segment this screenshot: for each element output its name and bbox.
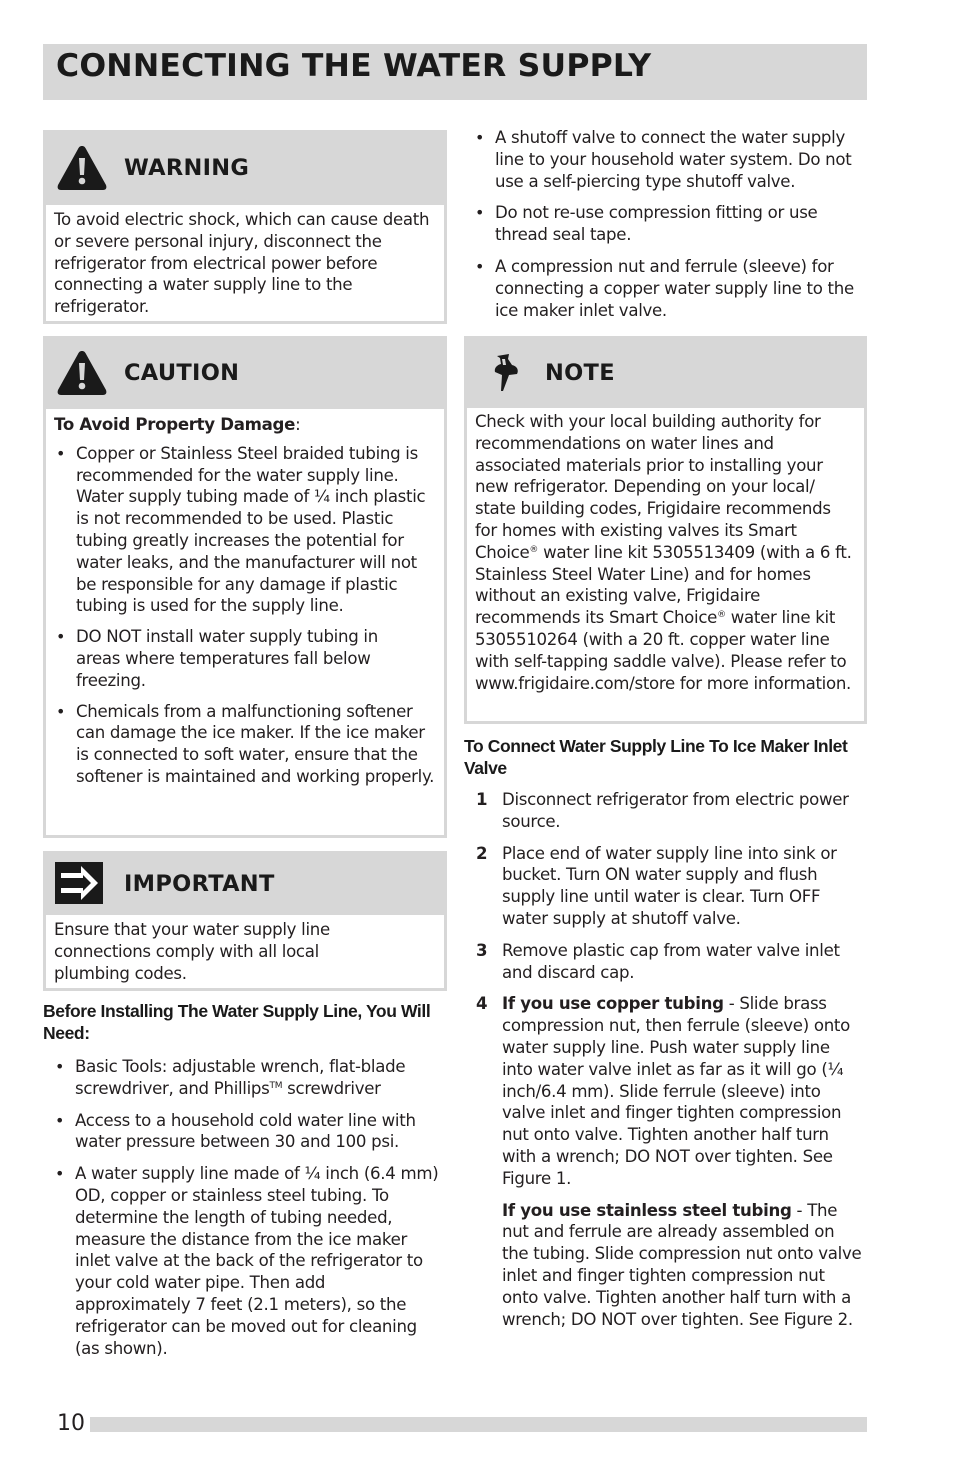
- list-item: • A water supply line made of ¼ inch (6.4 mm) OD, copper or stainless steel tubing. To determine the length of tubing needed, measure the distance from the ice maker inlet valve at the back of the refrigerator to your cold water pipe. Then add approximately 7 feet (2.1 meters), so the refrigerator can be moved out for cleaning (as shown).: [53, 1163, 441, 1359]
- important-header: [46, 854, 444, 915]
- step-number: 4: [476, 994, 488, 1014]
- page-title: CONNECTING THE WATER SUPPLY: [56, 48, 652, 84]
- step-text: If you use copper tubing - Slide brass compression nut, then ferrule (sleeve) onto water supply line. Push water supply line into water valve inlet as far as it will go (¼ inch/6.4 mm). Slide ferrule (sleeve) into valve inlet and finger tighten compression nut onto valve. Tighten another half turn with a wrench; DO NOT over tighten. See Figure 1.: [502, 994, 850, 1188]
- step-number: 1: [476, 790, 488, 809]
- step-text-stainless: If you use stainless steel tubing - The nut and ferrule are already assembled on the tubing. Slide compression nut onto valve inlet and finger tighten compression nut onto valve. Tighten another half turn with a wrench; DO NOT over tighten. See Figure 2.: [502, 1200, 862, 1329]
- footer-bar: [90, 1417, 867, 1432]
- caution-box: [43, 336, 447, 838]
- important-box: [43, 851, 447, 991]
- before-install-list: [53, 1056, 441, 1369]
- important-heading: IMPORTANT: [124, 871, 275, 897]
- list-item: • Access to a household cold water line with water pressure between 30 and 100 psi.: [53, 1110, 441, 1154]
- step-number: 2: [476, 843, 488, 863]
- arrow-right-icon: [55, 862, 103, 908]
- list-item: • Do not re-use compression fitting or use thread seal tape.: [473, 202, 867, 246]
- note-heading: NOTE: [545, 360, 615, 386]
- connect-steps: [464, 789, 864, 1340]
- before-install-list-continued: [473, 127, 867, 331]
- note-box: [464, 336, 867, 724]
- list-item: • Chemicals from a malfunctioning softener can damage the ice maker. If the ice maker is connected to soft water, ensure that the softener is maintained and working properly.: [54, 701, 436, 788]
- warning-triangle-icon: [56, 349, 108, 401]
- list-item: • Basic Tools: adjustable wrench, flat-blade screwdriver, and Phillips™ screwdriver: [53, 1056, 441, 1100]
- warning-box: [43, 130, 447, 324]
- step-text: Remove plastic cap from water valve inlet and discard cap.: [502, 940, 840, 982]
- step-text: Disconnect refrigerator from electric power source.: [502, 790, 849, 831]
- warning-text: To avoid electric shock, which can cause death or severe personal injury, disconnect the refrigerator from electrical power before connecting a water supply line to the refrigerator.: [54, 210, 430, 317]
- list-item: • A compression nut and ferrule (sleeve) for connecting a copper water supply line to the ice maker inlet valve.: [473, 256, 867, 321]
- list-item: • A shutoff valve to connect the water supply line to your household water system. Do not use a self-piercing type shutoff valve.: [473, 127, 867, 192]
- important-text: Ensure that your water supply line connections comply with all local plumbing codes.: [54, 920, 330, 983]
- step-item: [464, 993, 864, 1330]
- warning-header: [46, 133, 444, 205]
- page-number: 10: [57, 1411, 85, 1436]
- pushpin-icon: [489, 353, 523, 401]
- note-header: [467, 339, 864, 408]
- list-item: • Copper or Stainless Steel braided tubing is recommended for the water supply line. Water supply tubing made of ¼ inch plastic is not recommended to be used. Plastic tubing greatly increases the potential for water leaks, and the manufacturer will not be responsible for any damage if plastic tubing is used for the supply line.: [54, 443, 436, 617]
- before-install-heading: Before Installing The Water Supply Line, You Will Need:: [43, 1001, 431, 1043]
- caution-header: [46, 339, 444, 409]
- caution-list: [54, 443, 436, 788]
- step-text: Place end of water supply line into sink or bucket. Turn ON water supply and flush supply line until water is clear. Turn OFF water supply at shutoff valve.: [502, 843, 837, 928]
- caution-lead: To Avoid Property Damage:: [54, 415, 301, 434]
- caution-lead-bold: To Avoid Property Damage: [54, 415, 296, 434]
- step-item: [464, 940, 864, 984]
- warning-heading: WARNING: [124, 155, 250, 181]
- step-item: [464, 789, 864, 833]
- connect-heading: To Connect Water Supply Line To Ice Maker Inlet Valve: [464, 736, 848, 778]
- warning-triangle-icon: [56, 144, 108, 196]
- page-title-bar: [43, 44, 867, 100]
- caution-heading: CAUTION: [124, 360, 240, 386]
- step-item: [464, 843, 864, 930]
- list-item: • DO NOT install water supply tubing in areas where temperatures fall below freezing.: [54, 626, 436, 691]
- note-text: Check with your local building authority for recommendations on water lines and associated materials prior to installing your new refrigerator. Depending on your local/ state building codes, Frigidaire recommends for homes with existing valves its Smart Choice® water line kit 5305513409 (with a 6 ft. Stainless Steel Water Line) and for homes without an existing valve, Frigidaire recommends its Smart Choice® water line kit 5305510264 (with a 20 ft. copper water line with self-tapping saddle valve). Please refer to www.frigidaire.com/store for more information.: [475, 412, 852, 693]
- step-number: 3: [476, 940, 488, 960]
